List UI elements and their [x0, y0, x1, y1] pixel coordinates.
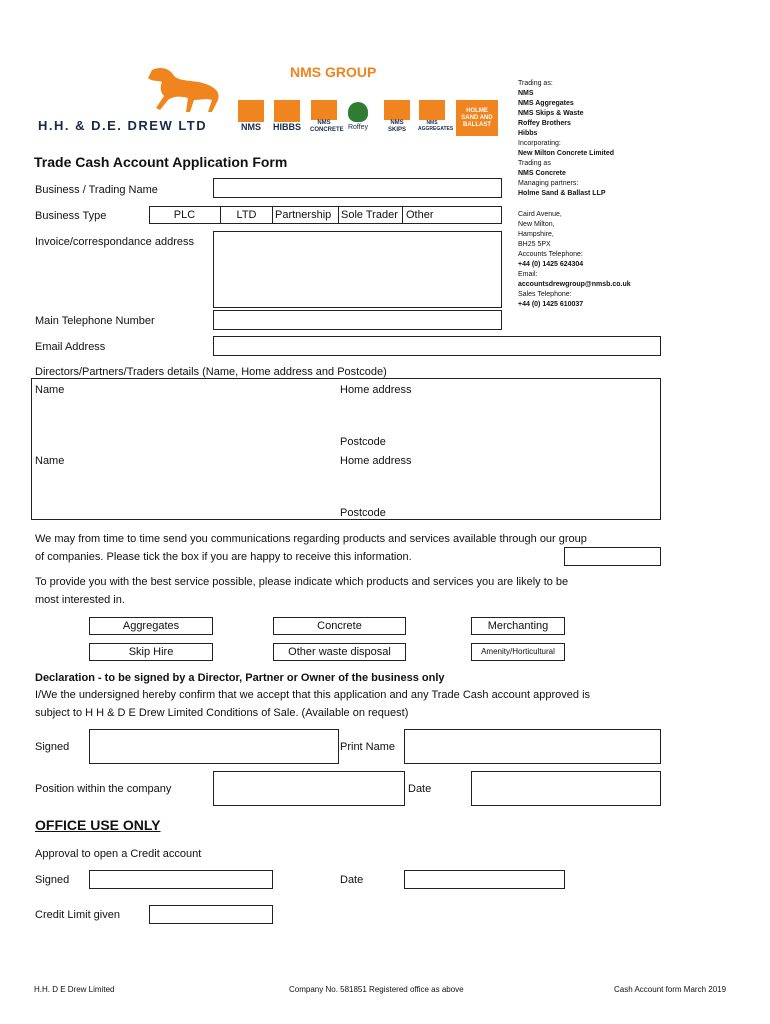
position-field[interactable]	[213, 771, 405, 806]
trading-info-line: Holme Sand & Ballast LLP	[518, 190, 606, 197]
nms-concrete-logo: NMS CONCRETE	[310, 100, 338, 136]
trading-info-line: New Milton Concrete Limited	[518, 150, 615, 157]
main-telephone-field[interactable]	[213, 310, 502, 330]
director-2-postcode-label: Postcode	[340, 507, 386, 519]
business-name-label: Business / Trading Name	[35, 184, 158, 196]
trading-info-line: Trading as:	[518, 80, 553, 87]
business-type-plc[interactable]: PLC	[149, 207, 221, 223]
address-info	[518, 210, 718, 310]
email-label: Email Address	[35, 341, 106, 353]
form-title: Trade Cash Account Application Form	[34, 154, 288, 170]
address-info-line: Sales Telephone:	[518, 291, 572, 298]
director-2-home-address-label: Home address	[340, 455, 412, 467]
trading-info-line: NMS Concrete	[518, 170, 566, 177]
address-info-line: Email:	[518, 271, 538, 278]
business-type-sole-trader[interactable]: Sole Trader	[339, 207, 403, 223]
declaration-heading: Declaration - to be signed by a Director, Partner or Owner of the business only	[35, 672, 445, 684]
company-logo-text: H.H. & D.E. DREW LTD	[38, 118, 208, 133]
email-field[interactable]	[213, 336, 661, 356]
footer-form-version: Cash Account form March 2019	[614, 985, 727, 994]
service-other-waste-checkbox[interactable]: Other waste disposal	[273, 643, 406, 661]
communications-text-line1: We may from time to time send you communications regarding products and services available through our group	[35, 533, 587, 545]
approval-label: Approval to open a Credit account	[35, 848, 202, 860]
footer-company-number: Company No. 581851 Registered office as above	[289, 985, 464, 994]
main-telephone-label: Main Telephone Number	[35, 315, 155, 327]
signature-field[interactable]	[89, 729, 339, 764]
business-type-other[interactable]: Other	[406, 209, 434, 221]
group-title: NMS GROUP	[290, 64, 377, 80]
date-label: Date	[408, 783, 432, 795]
address-info-line: BH25 5PX	[518, 241, 551, 248]
invoice-address-field[interactable]	[213, 231, 502, 308]
nms-logo: NMS	[238, 100, 264, 134]
address-info-line: New Milton,	[518, 221, 555, 228]
trading-info	[518, 79, 718, 199]
address-info-line: +44 (0) 1425 610037	[518, 301, 584, 308]
address-info-line: Caird Avenue,	[518, 211, 562, 218]
print-name-field[interactable]	[404, 729, 661, 764]
footer-company-name: H.H. D E Drew Limited	[34, 985, 115, 994]
interest-text-line1: To provide you with the best service possible, please indicate which products and services you are likely to be	[35, 576, 569, 588]
signed-label: Signed	[35, 741, 70, 753]
brand-logos	[238, 100, 500, 138]
communications-consent-checkbox[interactable]	[564, 547, 661, 566]
directors-heading: Directors/Partners/Traders details (Name, Home address and Postcode)	[35, 366, 387, 378]
trading-info-line: Roffey Brothers	[518, 120, 571, 127]
service-aggregates-checkbox[interactable]: Aggregates	[89, 617, 213, 635]
date-field[interactable]	[471, 771, 661, 806]
horse-icon	[146, 66, 226, 118]
business-type-ltd[interactable]: LTD	[221, 207, 273, 223]
nms-aggregates-logo: NMS AGGREGATES	[418, 100, 446, 136]
roffey-logo: Roffey	[344, 100, 372, 136]
trading-info-line: Incorporating:	[518, 140, 561, 147]
address-info-line: accountsdrewgroup@nmsb.co.uk	[518, 281, 631, 288]
declaration-text-line1: I/We the undersigned hereby confirm that we accept that this application and any Trade Cash account approved is	[35, 689, 591, 701]
credit-limit-field[interactable]	[149, 905, 273, 924]
nms-skips-logo: NMS SKIPS	[384, 100, 410, 136]
communications-text-line2: of companies. Please tick the box if you are happy to receive this information.	[35, 551, 412, 563]
business-type-partnership[interactable]: Partnership	[273, 207, 339, 223]
directors-table[interactable]	[31, 378, 661, 520]
trading-info-line: Trading as	[518, 160, 551, 167]
service-amenity-checkbox[interactable]: Amenity/Horticultural	[471, 643, 565, 661]
service-skip-hire-checkbox[interactable]: Skip Hire	[89, 643, 213, 661]
trading-info-line: Managing partners:	[518, 180, 579, 187]
print-name-label: Print Name	[340, 741, 396, 753]
director-1-home-address-label: Home address	[340, 384, 412, 396]
trading-info-line: NMS	[518, 90, 534, 97]
company-logo	[36, 66, 236, 138]
credit-limit-label: Credit Limit given	[35, 909, 120, 921]
address-info-line: Accounts Telephone:	[518, 251, 583, 258]
interest-text-line2: most interested in.	[35, 594, 125, 606]
service-concrete-checkbox[interactable]: Concrete	[273, 617, 406, 635]
trading-info-line: Hibbs	[518, 130, 538, 137]
trading-info-line: NMS Skips & Waste	[518, 110, 584, 117]
address-info-line: Hampshire,	[518, 231, 554, 238]
business-type-label: Business Type	[35, 210, 107, 222]
director-1-name-label: Name	[35, 384, 65, 396]
trading-info-line: NMS Aggregates	[518, 100, 574, 107]
service-merchanting-checkbox[interactable]: Merchanting	[471, 617, 565, 635]
office-signature-field[interactable]	[89, 870, 273, 889]
position-label: Position within the company	[35, 783, 172, 795]
address-info-line: +44 (0) 1425 624304	[518, 261, 584, 268]
invoice-address-label: Invoice/correspondance address	[35, 236, 194, 248]
declaration-text-line2: subject to H H & D E Drew Limited Conditions of Sale. (Available on request)	[35, 707, 409, 719]
office-use-heading: OFFICE USE ONLY	[35, 817, 161, 833]
business-name-field[interactable]	[213, 178, 502, 198]
director-1-postcode-label: Postcode	[340, 436, 386, 448]
office-date-label: Date	[340, 874, 364, 886]
office-date-field[interactable]	[404, 870, 565, 889]
office-signed-label: Signed	[35, 874, 70, 886]
director-2-name-label: Name	[35, 455, 65, 467]
holme-logo: HOLME SAND AND BALLAST	[456, 100, 498, 136]
hibbs-logo: HIBBS	[272, 100, 302, 134]
